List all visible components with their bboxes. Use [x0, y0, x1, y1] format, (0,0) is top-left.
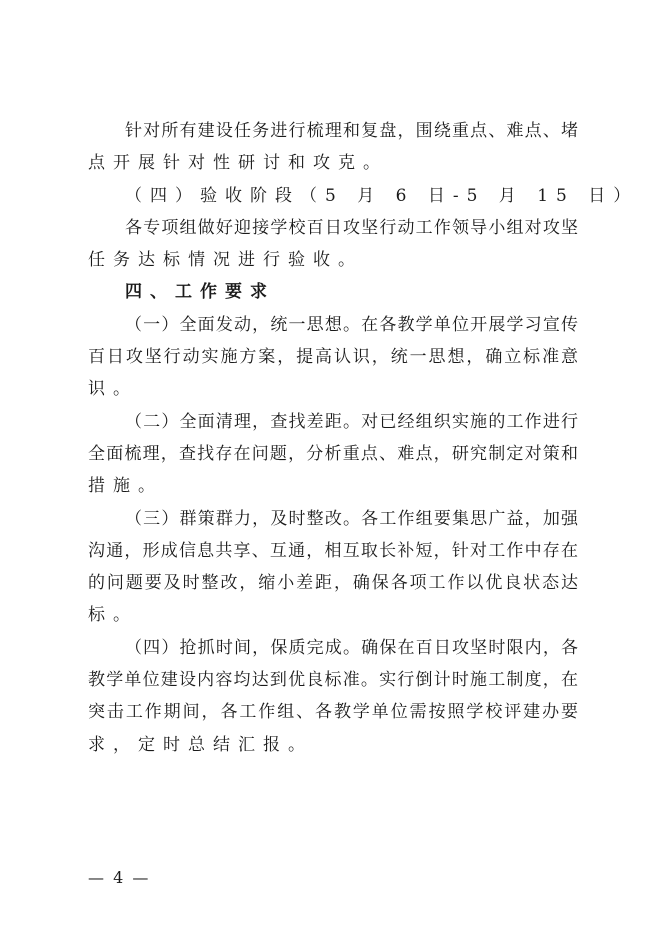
text-line: （一）全面发动，统一思想。在各教学单位开展学习宣传	[125, 314, 578, 335]
text-line: （二）全面清理，查找差距。对已经组织实施的工作进行	[125, 411, 578, 432]
text-line: 全面梳理，查找存在问题，分析重点、难点，研究制定对策和	[88, 443, 578, 464]
text-line: 各专项组做好迎接学校百日攻坚行动工作领导小组对攻坚	[125, 217, 578, 238]
paragraph	[88, 406, 578, 503]
paragraph	[88, 309, 578, 406]
paragraph	[88, 632, 578, 761]
text-line: （四）抢抓时间，保质完成。确保在百日攻坚时限内，各	[125, 637, 578, 658]
text-line: （四）验收阶段（5 月 6 日-5 月 15 日）	[125, 185, 639, 206]
text-line: 教学单位建设内容均达到优良标准。实行倒计时施工制度，在	[88, 670, 578, 691]
document-body	[88, 115, 639, 761]
text-line: （三）群策群力，及时整改。各工作组要集思广益，加强	[125, 508, 578, 529]
text-line: 四、工作要求	[125, 282, 275, 303]
text-line: 针对所有建设任务进行梳理和复盘，围绕重点、难点、堵	[125, 121, 578, 141]
text-line: 突击工作期间，各工作组、各教学单位需按照学校评建办要	[88, 702, 578, 723]
text-line: 识。	[88, 379, 138, 400]
paragraph	[88, 212, 578, 277]
page-number: — 4 —	[88, 868, 151, 887]
paragraph	[88, 180, 639, 212]
text-line: 任务达标情况进行验收。	[88, 250, 363, 271]
text-line: 百日攻坚行动实施方案，提高认识，统一思想，确立标准意	[88, 347, 578, 368]
text-line: 措施。	[88, 476, 163, 497]
text-line: 沟通，形成信息共享、互通，相互取长补短，针对工作中存在	[88, 540, 578, 561]
text-line: 点开展针对性研讨和攻克。	[88, 153, 388, 174]
text-line: 标。	[88, 605, 138, 626]
text-line: 求，定时总结汇报。	[88, 734, 313, 755]
text-line: 的问题要及时整改，缩小差距，确保各项工作以优良状态达	[88, 573, 578, 594]
paragraph	[88, 115, 578, 180]
section-heading	[88, 276, 578, 308]
paragraph	[88, 503, 578, 632]
